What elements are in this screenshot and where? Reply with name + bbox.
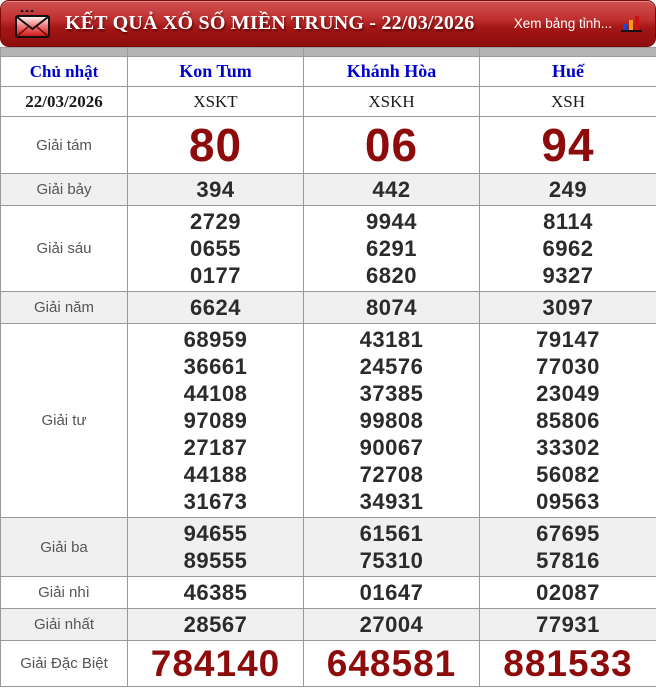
province-header-row bbox=[1, 57, 656, 87]
prize-number: 43181 bbox=[359, 327, 424, 352]
gray-strip-cell bbox=[1, 48, 128, 57]
prize-number: 06 bbox=[364, 119, 419, 171]
prize-number: 46385 bbox=[183, 580, 248, 605]
prize-number: 57816 bbox=[536, 548, 600, 573]
prize-numbers-cell bbox=[480, 609, 656, 641]
prize-numbers-cell bbox=[128, 324, 304, 518]
prize-label: Giải tư bbox=[1, 324, 128, 518]
prize-row bbox=[1, 518, 656, 577]
prize-number: 24576 bbox=[359, 354, 424, 379]
prize-numbers-cell bbox=[128, 206, 304, 292]
prize-numbers-cell bbox=[304, 117, 480, 174]
prize-number: 6624 bbox=[190, 295, 241, 320]
prize-numbers-cell bbox=[128, 174, 304, 206]
envelope-icon bbox=[13, 8, 53, 40]
prize-number: 27004 bbox=[359, 612, 424, 637]
prize-numbers-cell bbox=[128, 577, 304, 609]
prize-number: 85806 bbox=[536, 408, 600, 433]
draw-date: 22/03/2026 bbox=[1, 87, 128, 117]
gray-strip-cell bbox=[304, 48, 480, 57]
prize-number: 8074 bbox=[366, 295, 417, 320]
prize-row bbox=[1, 292, 656, 324]
prize-number: 6820 bbox=[366, 263, 417, 288]
prize-label: Giải nhì bbox=[1, 577, 128, 609]
prize-row bbox=[1, 324, 656, 518]
prize-number: 3097 bbox=[542, 295, 594, 320]
prize-number: 77931 bbox=[536, 612, 600, 637]
prize-row bbox=[1, 206, 656, 292]
prize-number: 394 bbox=[196, 177, 235, 202]
prize-number: 02087 bbox=[536, 580, 600, 605]
prize-number: 2729 bbox=[190, 209, 241, 234]
prize-number: 28567 bbox=[183, 612, 248, 637]
prize-numbers-cell bbox=[304, 641, 480, 687]
prize-numbers-cell bbox=[304, 206, 480, 292]
prize-number: 881533 bbox=[503, 643, 633, 684]
prize-numbers-cell bbox=[480, 206, 656, 292]
prize-numbers-cell bbox=[128, 292, 304, 324]
prize-number: 34931 bbox=[359, 489, 424, 514]
province-header-khanh-hoa[interactable]: Khánh Hòa bbox=[304, 57, 480, 87]
prize-number: 79147 bbox=[536, 327, 600, 352]
prize-numbers-cell bbox=[304, 292, 480, 324]
prize-numbers-cell bbox=[480, 641, 656, 687]
prize-numbers-cell bbox=[480, 518, 656, 577]
prize-number: 89555 bbox=[183, 548, 248, 573]
prize-rows bbox=[1, 117, 656, 687]
prize-number: 94655 bbox=[183, 521, 248, 546]
bar-chart-icon[interactable] bbox=[621, 15, 643, 33]
prize-numbers-cell bbox=[304, 174, 480, 206]
prize-row bbox=[1, 577, 656, 609]
prize-number: 23049 bbox=[536, 381, 600, 406]
prize-number: 648581 bbox=[326, 643, 457, 684]
province-header-hue[interactable]: Huế bbox=[480, 57, 656, 87]
prize-numbers-cell bbox=[128, 518, 304, 577]
prize-numbers-cell bbox=[304, 518, 480, 577]
prize-numbers-cell bbox=[480, 324, 656, 518]
prize-number: 72708 bbox=[359, 462, 424, 487]
prize-number: 61561 bbox=[359, 521, 424, 546]
day-header[interactable]: Chủ nhật bbox=[1, 57, 128, 87]
prize-label: Giải tám bbox=[1, 117, 128, 174]
view-province-table-link[interactable]: Xem bảng tỉnh... bbox=[513, 16, 612, 31]
code-row bbox=[1, 87, 656, 117]
prize-number: 77030 bbox=[536, 354, 600, 379]
prize-number: 94 bbox=[541, 119, 595, 171]
prize-label: Giải nhất bbox=[1, 609, 128, 641]
prize-number: 44188 bbox=[183, 462, 248, 487]
gray-strip-cell bbox=[128, 48, 304, 57]
prize-numbers-cell bbox=[480, 174, 656, 206]
prize-number: 27187 bbox=[183, 435, 248, 460]
page-title: KẾT QUẢ XỔ SỐ MIỀN TRUNG - 22/03/2026 bbox=[65, 12, 475, 34]
prize-row bbox=[1, 609, 656, 641]
prize-numbers-cell bbox=[480, 577, 656, 609]
prize-numbers-cell bbox=[304, 324, 480, 518]
prize-number: 33302 bbox=[536, 435, 600, 460]
prize-number: 75310 bbox=[359, 548, 424, 573]
prize-number: 67695 bbox=[536, 521, 600, 546]
prize-number: 9944 bbox=[366, 209, 417, 234]
prize-number: 01647 bbox=[359, 580, 424, 605]
province-header-kon-tum[interactable]: Kon Tum bbox=[128, 57, 304, 87]
prize-number: 6962 bbox=[542, 236, 594, 261]
prize-number: 31673 bbox=[183, 489, 248, 514]
prize-numbers-cell bbox=[304, 609, 480, 641]
prize-row bbox=[1, 174, 656, 206]
prize-number: 9327 bbox=[542, 263, 594, 288]
prize-row bbox=[1, 641, 656, 687]
header-bar bbox=[0, 0, 656, 47]
prize-number: 97089 bbox=[183, 408, 248, 433]
prize-number: 8114 bbox=[543, 209, 593, 234]
results-table bbox=[0, 47, 656, 687]
prize-number: 68959 bbox=[183, 327, 248, 352]
prize-numbers-cell bbox=[128, 609, 304, 641]
prize-number: 0655 bbox=[190, 236, 241, 261]
lottery-code-xskt: XSKT bbox=[128, 87, 304, 117]
lottery-code-xsh: XSH bbox=[480, 87, 656, 117]
prize-label: Giải Đặc Biệt bbox=[1, 641, 128, 687]
prize-number: 44108 bbox=[183, 381, 248, 406]
gray-strip-row bbox=[1, 48, 656, 57]
lottery-code-xskh: XSKH bbox=[304, 87, 480, 117]
prize-number: 784140 bbox=[150, 643, 281, 684]
prize-numbers-cell bbox=[128, 641, 304, 687]
prize-number: 249 bbox=[548, 177, 588, 202]
prize-numbers-cell bbox=[304, 577, 480, 609]
prize-number: 90067 bbox=[359, 435, 424, 460]
prize-number: 6291 bbox=[366, 236, 417, 261]
prize-row bbox=[1, 117, 656, 174]
prize-number: 56082 bbox=[536, 462, 600, 487]
prize-label: Giải sáu bbox=[1, 206, 128, 292]
prize-label: Giải năm bbox=[1, 292, 128, 324]
prize-number: 09563 bbox=[536, 489, 600, 514]
prize-number: 36661 bbox=[183, 354, 248, 379]
prize-numbers-cell bbox=[480, 292, 656, 324]
prize-number: 99808 bbox=[359, 408, 424, 433]
prize-number: 80 bbox=[188, 119, 243, 171]
prize-number: 37385 bbox=[359, 381, 424, 406]
prize-numbers-cell bbox=[480, 117, 656, 174]
prize-numbers-cell bbox=[128, 117, 304, 174]
prize-label: Giải ba bbox=[1, 518, 128, 577]
prize-label: Giải bảy bbox=[1, 174, 128, 206]
prize-number: 442 bbox=[372, 177, 411, 202]
prize-number: 0177 bbox=[190, 263, 241, 288]
gray-strip-cell bbox=[480, 48, 656, 57]
